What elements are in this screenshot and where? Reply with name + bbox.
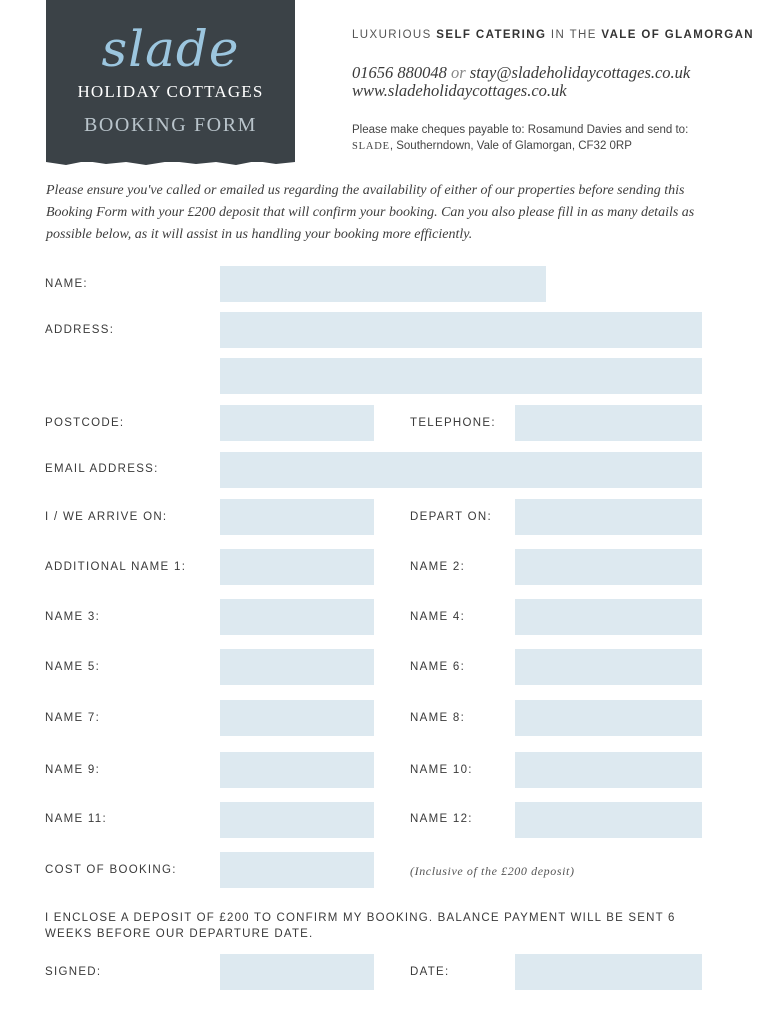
deposit-statement: I ENCLOSE A DEPOSIT OF £200 TO CONFIRM MY BOOKING. BALANCE PAYMENT WILL BE SENT 6 WEEKS BEFORE OUR DEPARTURE DATE. — [45, 912, 676, 940]
email-input[interactable] — [220, 452, 702, 488]
arrive-date-input[interactable] — [220, 499, 374, 535]
postcode-label: POSTCODE: — [45, 417, 125, 429]
name-9-label: NAME 9: — [45, 764, 101, 776]
postcode-input[interactable] — [220, 405, 374, 441]
name-7-input[interactable] — [220, 700, 374, 736]
additional-name-1-input[interactable] — [220, 549, 374, 585]
address-line-2-input[interactable] — [220, 358, 702, 394]
name-10-input[interactable] — [515, 752, 702, 788]
intro-text: Please ensure you've called or emailed us regarding the availability of either of our properties before sending this Booking Form with your £200 deposit that will confirm your booking. Can you also please fill in as many details as possible below, as it will assist in us handling your booking more efficiently. — [46, 183, 695, 242]
brand-logo: slade — [101, 20, 240, 78]
name-10-label: NAME 10: — [410, 764, 473, 776]
name-8-input[interactable] — [515, 700, 702, 736]
name-6-input[interactable] — [515, 649, 702, 685]
name-11-label: NAME 11: — [45, 813, 107, 825]
name-8-label: NAME 8: — [410, 712, 466, 724]
depart-label: DEPART ON: — [410, 511, 493, 523]
address-label: ADDRESS: — [45, 324, 115, 336]
name-4-label: NAME 4: — [410, 611, 466, 623]
name-6-label: NAME 6: — [410, 661, 466, 673]
name-7-label: NAME 7: — [45, 712, 101, 724]
cost-label: COST OF BOOKING: — [45, 864, 177, 876]
name-4-input[interactable] — [515, 599, 702, 635]
name-12-input[interactable] — [515, 802, 702, 838]
tagline: LUXURIOUS SELF CATERING IN THE VALE OF GLAMORGAN — [352, 29, 755, 41]
date-label: DATE: — [410, 966, 450, 978]
name-5-input[interactable] — [220, 649, 374, 685]
name-2-input[interactable] — [515, 549, 702, 585]
name-3-input[interactable] — [220, 599, 374, 635]
contact-info: 01656 880048 or stay@sladeholidaycottages.co.uk www.sladeholidaycottages.co.uk — [352, 63, 691, 100]
form-title: BOOKING FORM — [83, 114, 258, 136]
name-label: NAME: — [45, 278, 88, 290]
logo-block — [46, 0, 295, 162]
name-2-label: NAME 2: — [410, 561, 466, 573]
date-input[interactable] — [515, 954, 702, 990]
name-5-label: NAME 5: — [45, 661, 101, 673]
torn-edge-decoration — [46, 158, 295, 166]
cheque-instructions: Please make cheques payable to: Rosamund Davies and send to: SLADE, Southerndown, Vale of Glamorgan, CF32 0RP — [352, 124, 689, 152]
telephone-input[interactable] — [515, 405, 702, 441]
cost-note: (Inclusive of the £200 deposit) — [410, 864, 575, 878]
phone-number: 01656 880048 — [352, 63, 447, 82]
email-label: EMAIL ADDRESS: — [45, 463, 159, 475]
additional-name-1-label: ADDITIONAL NAME 1: — [45, 561, 187, 573]
signature-input[interactable] — [220, 954, 374, 990]
depart-date-input[interactable] — [515, 499, 702, 535]
cost-input[interactable] — [220, 852, 374, 888]
name-9-input[interactable] — [220, 752, 374, 788]
name-11-input[interactable] — [220, 802, 374, 838]
brand-subtitle: HOLIDAY COTTAGES — [77, 82, 264, 101]
email-link[interactable]: stay@sladeholidaycottages.co.uk — [469, 63, 691, 82]
name-input[interactable] — [220, 266, 546, 302]
address-line-1-input[interactable] — [220, 312, 702, 348]
telephone-label: TELEPHONE: — [410, 417, 496, 429]
arrive-label: I / WE ARRIVE ON: — [45, 511, 168, 523]
website-link[interactable]: www.sladeholidaycottages.co.uk — [352, 81, 567, 100]
name-3-label: NAME 3: — [45, 611, 101, 623]
signed-label: SIGNED: — [45, 966, 102, 978]
name-12-label: NAME 12: — [410, 813, 473, 825]
